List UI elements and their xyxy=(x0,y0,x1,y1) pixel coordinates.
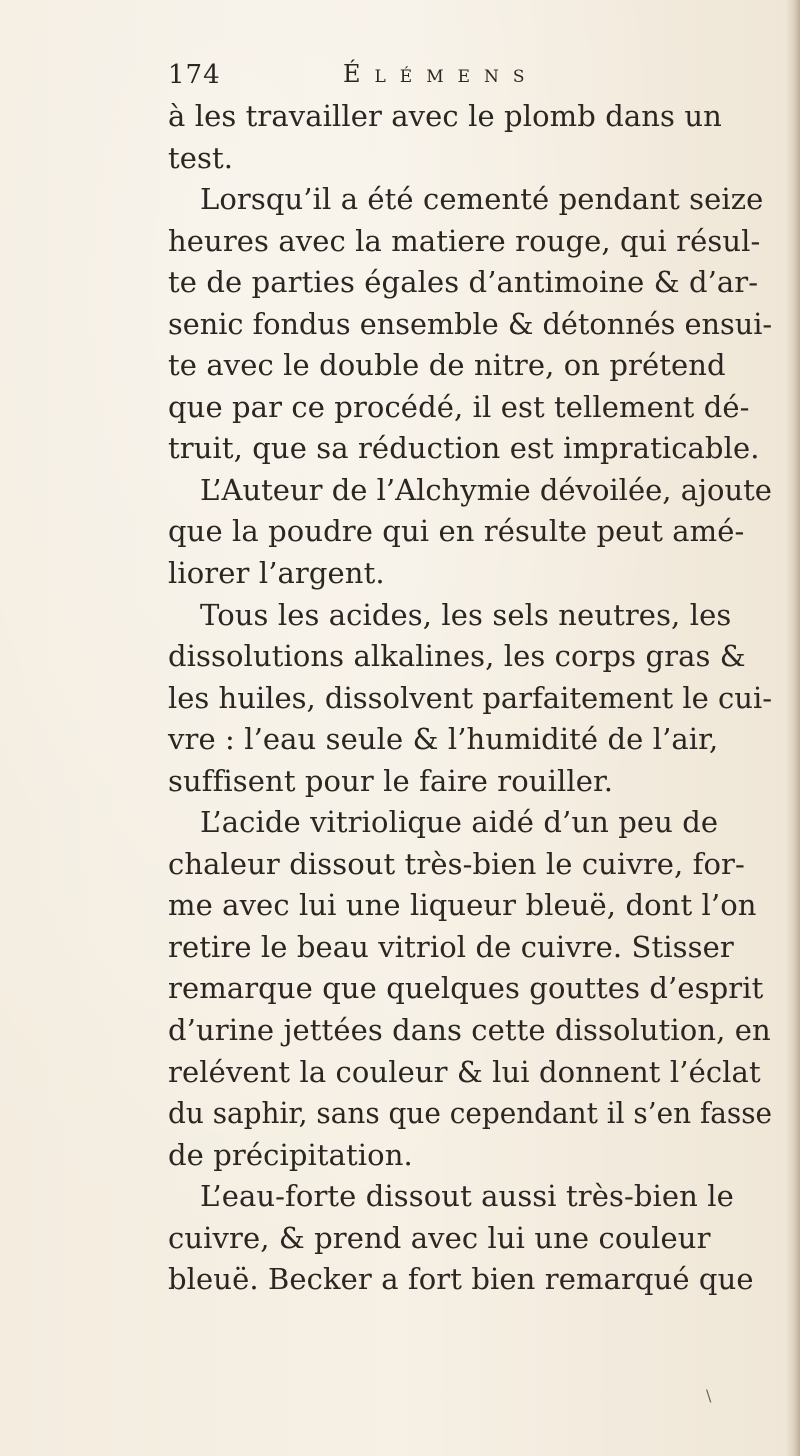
text-line: d’urine jettées dans cette dissolution, en xyxy=(168,1013,771,1048)
paragraph-first-line: Tous les acides, les sels neutres, les xyxy=(200,597,732,632)
page-edge xyxy=(786,0,800,1456)
text-line: senic fondus ensemble & détonnés ensui- xyxy=(168,306,773,341)
text-line: que par ce procédé, il est tellement dé- xyxy=(168,389,750,424)
text-line: que la poudre qui en résulte peut amé- xyxy=(168,514,745,549)
text-line: les huiles, dissolvent parfaitement le cui- xyxy=(168,680,773,715)
paragraph-first-line: L’Auteur de l’Alchymie dévoilée, ajoute xyxy=(200,472,772,507)
text-line: te avec le double de nitre, on prétend xyxy=(168,348,726,383)
text-line: bleuë. Becker a fort bien remarqué que xyxy=(168,1262,754,1297)
text-line: chaleur dissout très-bien le cuivre, for- xyxy=(168,846,745,881)
text-line: du saphir, sans que cependant il s’en fasse xyxy=(168,1096,773,1131)
text-line: test. xyxy=(168,140,234,175)
text-line: me avec lui une liqueur bleuë, dont l’on xyxy=(168,888,757,923)
text-line: liorer l’argent. xyxy=(168,556,385,591)
text-line: remarque que quelques gouttes d’esprit xyxy=(168,971,764,1006)
text-line: cuivre, & prend avec lui une couleur xyxy=(168,1220,711,1255)
text-line: retire le beau vitriol de cuivre. Stisser xyxy=(168,929,734,964)
page-header xyxy=(168,60,628,96)
paragraph-first-line: L’acide vitriolique aidé d’un peu de xyxy=(200,805,719,840)
body-text xyxy=(168,96,788,1301)
text-line: de précipitation. xyxy=(168,1137,413,1172)
text-line: heures avec la matiere rouge, qui résul- xyxy=(168,223,761,258)
paragraph-first-line: Lorsqu’il a été cementé pendant seize xyxy=(200,182,764,217)
stray-print-mark: \ xyxy=(706,1386,712,1405)
text-line: à les travailler avec le plomb dans un xyxy=(168,99,722,133)
text-line: truit, que sa réduction est impraticable. xyxy=(168,431,760,466)
text-line: te de parties égales d’antimoine & d’ar- xyxy=(168,265,759,300)
running-head: Élémens xyxy=(343,60,539,88)
page-number: 174 xyxy=(168,60,221,90)
text-line: vre : l’eau seule & l’humidité de l’air, xyxy=(168,722,719,757)
paragraph-first-line: L’eau-forte dissout aussi très-bien le xyxy=(200,1179,734,1214)
text-line: suffisent pour le faire rouiller. xyxy=(168,763,614,798)
text-line: dissolutions alkalines, les corps gras & xyxy=(168,639,746,674)
text-line: relévent la couleur & lui donnent l’éclat xyxy=(168,1054,761,1089)
